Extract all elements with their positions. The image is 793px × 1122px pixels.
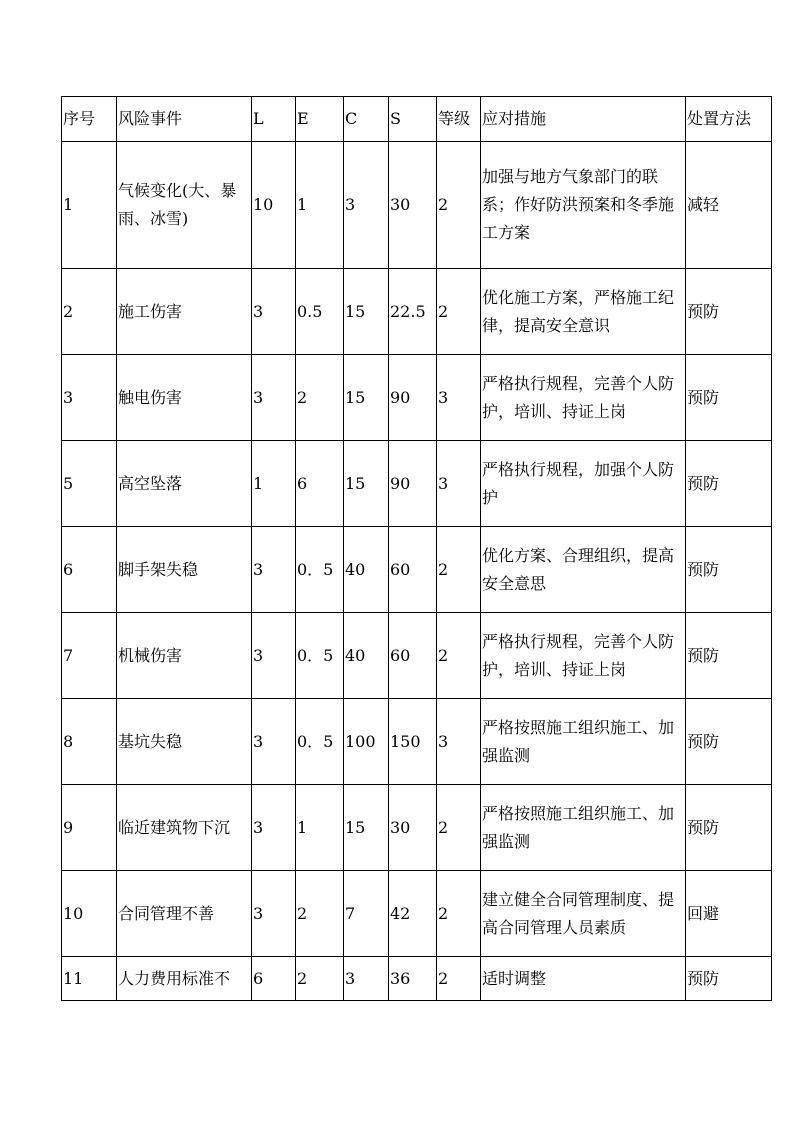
cell-C: 7 (344, 871, 389, 957)
cell-S: 30 (389, 142, 437, 269)
header-measures: 应对措施 (481, 97, 686, 142)
cell-no: 5 (62, 441, 117, 527)
header-L: L (252, 97, 296, 142)
cell-C: 15 (344, 785, 389, 871)
cell-method: 预防 (686, 527, 772, 613)
cell-level: 2 (437, 527, 481, 613)
cell-level: 2 (437, 269, 481, 355)
table-row (62, 957, 772, 1001)
header-level: 等级 (437, 97, 481, 142)
cell-no: 6 (62, 527, 117, 613)
cell-method: 预防 (686, 957, 772, 1001)
cell-E: 6 (296, 441, 344, 527)
cell-no: 3 (62, 355, 117, 441)
cell-measures: 优化施工方案，严格施工纪律，提高安全意识 (481, 269, 686, 355)
table-row (62, 142, 772, 269)
cell-event: 脚手架失稳 (117, 527, 252, 613)
cell-C: 100 (344, 699, 389, 785)
cell-S: 150 (389, 699, 437, 785)
table-row (62, 441, 772, 527)
cell-S: 36 (389, 957, 437, 1001)
header-no: 序号 (62, 97, 117, 142)
cell-level: 2 (437, 785, 481, 871)
table-row (62, 527, 772, 613)
cell-event: 机械伤害 (117, 613, 252, 699)
cell-no: 11 (62, 957, 117, 1001)
header-S: S (389, 97, 437, 142)
cell-L: 3 (252, 871, 296, 957)
cell-level: 3 (437, 441, 481, 527)
cell-method: 预防 (686, 441, 772, 527)
cell-L: 3 (252, 355, 296, 441)
cell-S: 60 (389, 527, 437, 613)
cell-measures: 建立健全合同管理制度、提高合同管理人员素质 (481, 871, 686, 957)
cell-L: 3 (252, 527, 296, 613)
cell-C: 3 (344, 142, 389, 269)
table-row (62, 785, 772, 871)
cell-E: 1 (296, 785, 344, 871)
cell-level: 2 (437, 142, 481, 269)
cell-no: 9 (62, 785, 117, 871)
cell-L: 3 (252, 269, 296, 355)
cell-measures: 严格执行规程，完善个人防护，培训、持证上岗 (481, 355, 686, 441)
cell-E: 0.5 (296, 269, 344, 355)
cell-C: 40 (344, 613, 389, 699)
cell-S: 30 (389, 785, 437, 871)
cell-event: 临近建筑物下沉 (117, 785, 252, 871)
table-row (62, 699, 772, 785)
cell-measures: 严格执行规程，完善个人防护，培训、持证上岗 (481, 613, 686, 699)
risk-assessment-table (61, 96, 772, 1001)
cell-method: 预防 (686, 613, 772, 699)
cell-event: 触电伤害 (117, 355, 252, 441)
table-row (62, 871, 772, 957)
cell-no: 1 (62, 142, 117, 269)
header-E: E (296, 97, 344, 142)
cell-E: 2 (296, 871, 344, 957)
cell-L: 1 (252, 441, 296, 527)
cell-no: 10 (62, 871, 117, 957)
cell-method: 预防 (686, 699, 772, 785)
cell-method: 预防 (686, 269, 772, 355)
cell-measures: 优化方案、合理组织，提高安全意思 (481, 527, 686, 613)
cell-level: 2 (437, 957, 481, 1001)
cell-event: 高空坠落 (117, 441, 252, 527)
cell-event: 人力费用标准不 (117, 957, 252, 1001)
cell-method: 预防 (686, 355, 772, 441)
cell-event: 施工伤害 (117, 269, 252, 355)
header-C: C (344, 97, 389, 142)
cell-S: 90 (389, 355, 437, 441)
cell-no: 7 (62, 613, 117, 699)
header-event: 风险事件 (117, 97, 252, 142)
cell-S: 42 (389, 871, 437, 957)
cell-C: 15 (344, 355, 389, 441)
cell-E: 1 (296, 142, 344, 269)
cell-measures: 严格按照施工组织施工、加强监测 (481, 785, 686, 871)
cell-measures: 适时调整 (481, 957, 686, 1001)
cell-L: 3 (252, 613, 296, 699)
cell-E: 2 (296, 957, 344, 1001)
table-header-row (62, 97, 772, 142)
cell-L: 3 (252, 699, 296, 785)
table-row (62, 355, 772, 441)
cell-event: 基坑失稳 (117, 699, 252, 785)
table-row (62, 613, 772, 699)
cell-measures: 严格按照施工组织施工、加强监测 (481, 699, 686, 785)
cell-C: 15 (344, 269, 389, 355)
header-method: 处置方法 (686, 97, 772, 142)
cell-S: 90 (389, 441, 437, 527)
cell-E: 0．5 (296, 613, 344, 699)
cell-method: 减轻 (686, 142, 772, 269)
cell-method: 回避 (686, 871, 772, 957)
cell-E: 2 (296, 355, 344, 441)
cell-level: 2 (437, 871, 481, 957)
cell-level: 3 (437, 699, 481, 785)
cell-event: 气候变化(大、暴雨、冰雪) (117, 142, 252, 269)
cell-no: 8 (62, 699, 117, 785)
cell-event: 合同管理不善 (117, 871, 252, 957)
cell-level: 3 (437, 355, 481, 441)
cell-E: 0．5 (296, 699, 344, 785)
cell-S: 60 (389, 613, 437, 699)
cell-L: 6 (252, 957, 296, 1001)
table-row (62, 269, 772, 355)
cell-L: 3 (252, 785, 296, 871)
cell-method: 预防 (686, 785, 772, 871)
cell-S: 22.5 (389, 269, 437, 355)
cell-L: 10 (252, 142, 296, 269)
cell-C: 3 (344, 957, 389, 1001)
cell-measures: 加强与地方气象部门的联系；作好防洪预案和冬季施工方案 (481, 142, 686, 269)
cell-E: 0．5 (296, 527, 344, 613)
cell-level: 2 (437, 613, 481, 699)
cell-measures: 严格执行规程，加强个人防护 (481, 441, 686, 527)
cell-C: 15 (344, 441, 389, 527)
cell-no: 2 (62, 269, 117, 355)
cell-C: 40 (344, 527, 389, 613)
